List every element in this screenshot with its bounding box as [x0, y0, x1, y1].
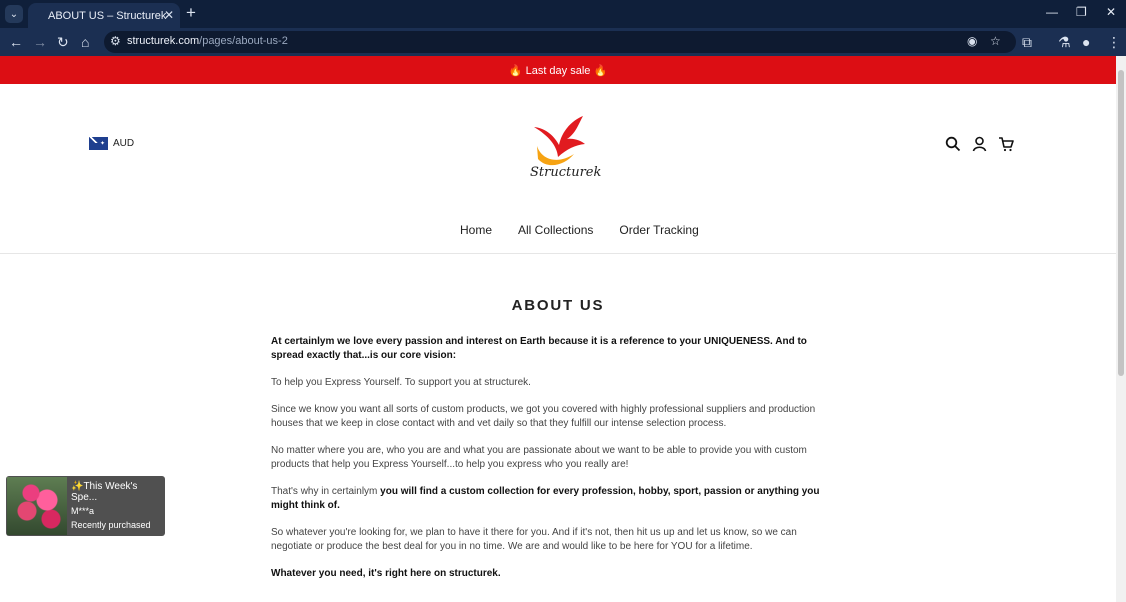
popup-status: Recently purchased: [71, 520, 151, 530]
main-navigation: [460, 223, 699, 237]
flower-product-image: [7, 477, 67, 535]
url-text[interactable]: [127, 35, 288, 47]
tab-title: ABOUT US – Structurek: [48, 9, 167, 22]
popup-customer-name: M***a: [71, 506, 95, 516]
scrollbar-thumb[interactable]: [1118, 70, 1124, 376]
paragraph-3: No matter where you are, who you are and what you are passionate about we want to be able to provide you with custom products that help you Express Yourself...to help you express who you really are!: [271, 445, 807, 470]
labs-icon[interactable]: ⚗: [1058, 34, 1071, 50]
account-icon[interactable]: [972, 136, 987, 152]
profile-icon[interactable]: ●: [1082, 34, 1091, 50]
site-info-icon[interactable]: ⚙: [110, 34, 121, 48]
extensions-icon[interactable]: ⧉: [1022, 34, 1032, 50]
browser-toolbar: [0, 28, 1126, 56]
close-window-icon[interactable]: ✕: [1106, 5, 1117, 19]
nav-home[interactable]: Home: [460, 223, 493, 237]
about-content: [271, 335, 836, 594]
reload-icon[interactable]: ↻: [57, 34, 69, 50]
paragraph-1: To help you Express Yourself. To support you at structurek.: [271, 377, 531, 388]
announcement-text: 🔥 Last day sale 🔥: [508, 64, 608, 77]
australia-flag-icon: [89, 137, 108, 150]
url-path: /pages/about-us-2: [199, 35, 288, 47]
browser-tab-strip: [0, 0, 1126, 28]
announcement-bar[interactable]: [0, 56, 1116, 84]
new-tab-button[interactable]: +: [186, 3, 196, 22]
minimize-icon[interactable]: —: [1046, 5, 1058, 19]
restore-icon[interactable]: ❐: [1076, 5, 1087, 19]
cart-icon[interactable]: [998, 136, 1014, 152]
intro-paragraph: At certainlym we love every passion and interest on Earth because it is a reference to your UNIQUENESS. And to spread exactly that...is our core vision:: [271, 336, 807, 361]
url-domain: structurek.com: [127, 35, 200, 47]
logo-eye: [564, 122, 568, 126]
currency-selector[interactable]: [89, 137, 134, 150]
page-scrollbar[interactable]: [1116, 56, 1126, 602]
paragraph-4-prefix: That's why in certainlym: [271, 486, 381, 497]
back-icon[interactable]: ←: [9, 34, 23, 50]
paragraph-5: So whatever you're looking for, we plan to have it there for you. And if it's not, then hit us up and let us know, so we can negotiate or produce the best deal for you in no time. We are and would like to be here for YOU for a lifetime.: [271, 527, 797, 552]
webpage: [0, 56, 1116, 602]
page-title: ABOUT US: [511, 297, 605, 314]
recent-purchase-popup[interactable]: [6, 476, 165, 536]
header-divider: [0, 253, 1116, 254]
logo-text: Structurek: [530, 165, 602, 180]
menu-icon[interactable]: ⋮: [1107, 34, 1121, 50]
address-bar[interactable]: [104, 31, 1016, 53]
tab-search-button[interactable]: ⌄: [5, 5, 23, 23]
nav-all-collections[interactable]: All Collections: [518, 223, 594, 237]
paragraph-4: [271, 485, 836, 513]
paragraph-2: Since we know you want all sorts of custom products, we got you covered with highly professional suppliers and production houses that we keep in close contact with and vet daily so that they fulfill our intense selection process.: [271, 404, 816, 429]
paragraph-6: Whatever you need, it's right here on structurek.: [271, 568, 501, 579]
privacy-icon[interactable]: ◉: [967, 34, 978, 48]
forward-icon[interactable]: →: [33, 34, 47, 50]
logo-red-wing: [534, 116, 585, 157]
nav-order-tracking[interactable]: Order Tracking: [619, 223, 699, 237]
home-icon[interactable]: ⌂: [81, 34, 90, 50]
search-icon[interactable]: [945, 136, 961, 152]
paragraph-4-strong: you will find a custom collection for every profession, hobby, sport, passion or anything you might think of.: [271, 486, 820, 511]
close-tab-icon[interactable]: ✕: [163, 8, 174, 22]
currency-label: AUD: [113, 138, 135, 149]
active-tab[interactable]: [28, 3, 180, 28]
popup-product-title: ✨This Week's Spe...: [71, 481, 138, 503]
bookmark-star-icon[interactable]: ☆: [990, 34, 1001, 48]
